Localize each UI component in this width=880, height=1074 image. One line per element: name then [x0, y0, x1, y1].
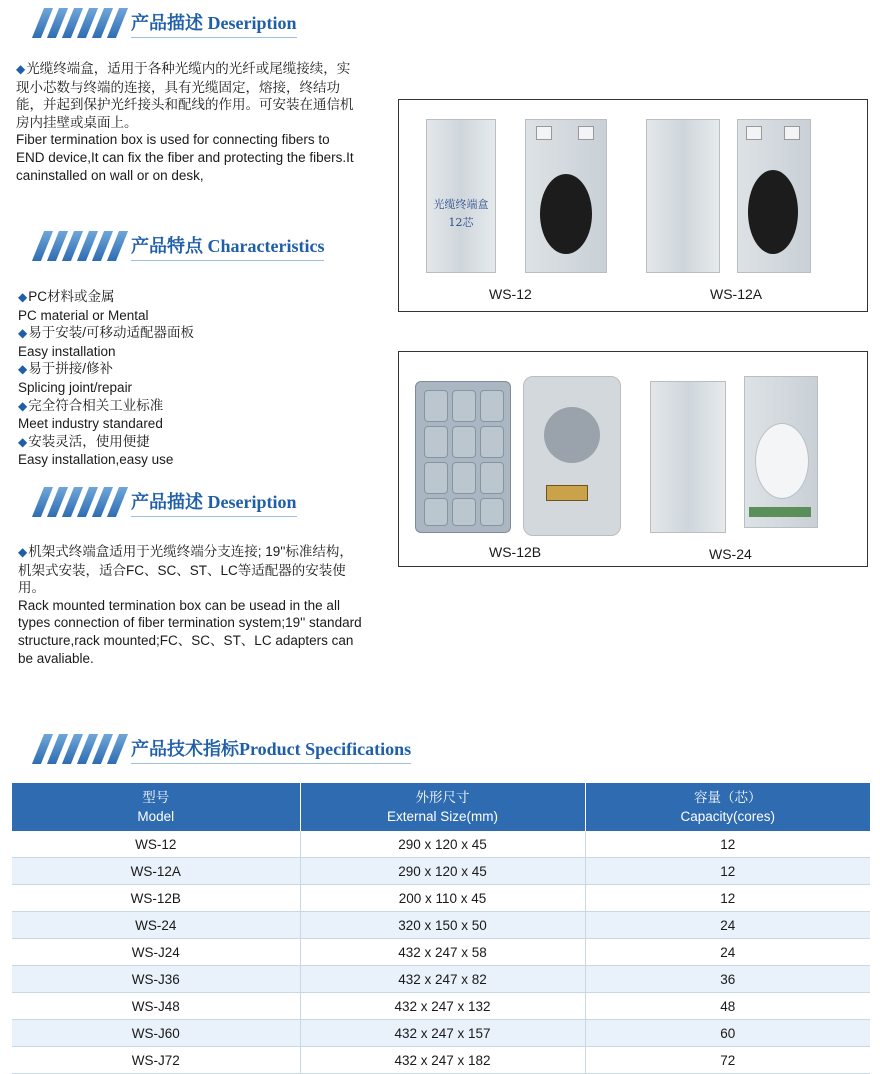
- section-header-description-2: [28, 485, 297, 519]
- table-row: WS-12A 290 x 120 x 45 12: [12, 858, 870, 885]
- characteristic-en: PC material or Mental: [18, 307, 149, 323]
- ws12-lid-image: [426, 119, 496, 273]
- description-1: [16, 60, 361, 184]
- stripes-decoration: [28, 231, 123, 261]
- section-title: 产品描述 Deseription: [131, 488, 297, 517]
- caption-ws24: WS-24: [709, 546, 752, 562]
- section-header-description-1: [28, 6, 297, 40]
- section-title: 产品技术指标Product Specifications: [131, 735, 411, 764]
- diamond-bullet-icon: ◆: [18, 545, 28, 559]
- table-row: WS-24 320 x 150 x 50 24: [12, 912, 870, 939]
- description-2: [18, 543, 363, 667]
- diamond-bullet-icon: ◆: [18, 362, 28, 377]
- diamond-bullet-icon: ◆: [18, 290, 28, 304]
- stripes-decoration: [28, 487, 123, 517]
- description-1-en: Fiber termination box is used for connecting fibers to END device,It can fix the fiber and protecting the fibers.It caninstalled on wall or on desk,: [16, 132, 354, 183]
- lid-label-line1: 光缆终端盒: [433, 198, 489, 211]
- table-row: WS-J72 432 x 247 x 182 72: [12, 1047, 870, 1074]
- caption-ws12a: WS-12A: [710, 286, 763, 302]
- ws12a-lid-image: [646, 119, 720, 273]
- ws12a-open-image: [737, 119, 811, 273]
- specifications-table: [12, 783, 870, 1074]
- diamond-bullet-icon: ◆: [18, 326, 28, 341]
- table-header-row: [12, 783, 870, 831]
- characteristic-zh: ◆易于拼接/修补: [18, 361, 113, 377]
- header-model: 型号 Model: [12, 783, 300, 831]
- section-title: 产品描述 Deseription: [131, 9, 297, 38]
- table-row: WS-J24 432 x 247 x 58 24: [12, 939, 870, 966]
- section-header-characteristics: [28, 229, 324, 263]
- characteristics-list: [18, 288, 358, 469]
- characteristic-zh: ◆安装灵活，使用便捷: [18, 433, 150, 449]
- ws24-lid-image: [650, 381, 726, 533]
- table-row: WS-J60 432 x 247 x 157 60: [12, 1020, 870, 1047]
- header-capacity: 容量（芯） Capacity(cores): [585, 783, 870, 831]
- table-row: WS-J36 432 x 247 x 82 36: [12, 966, 870, 993]
- table-row: WS-12B 200 x 110 x 45 12: [12, 885, 870, 912]
- characteristic-en: Easy installation,easy use: [18, 452, 174, 468]
- characteristic-zh: ◆完全符合相关工业标准: [18, 397, 164, 413]
- ws24-open-image: [744, 376, 818, 528]
- photo-frame-ws12b-ws24: [398, 351, 868, 567]
- characteristic-zh: ◆PC材料或金属: [18, 289, 115, 304]
- ws12b-lid-image: [415, 381, 511, 533]
- description-1-zh: ◆光缆终端盒，适用于各种光缆内的光纤或尾缆接续，实现小芯数与终端的连接，具有光缆固定，熔接，终结功能，并起到保护光纤接头和配线的作用。可安装在通信机房内挂壁或桌面上。: [16, 61, 354, 130]
- section-title: 产品特点 Characteristics: [131, 232, 324, 261]
- table-row: WS-12 290 x 120 x 45 12: [12, 831, 870, 858]
- stripes-decoration: [28, 8, 123, 38]
- lid-label-line2: 12芯: [448, 216, 474, 229]
- caption-ws12: WS-12: [489, 286, 532, 302]
- characteristic-en: Easy installation: [18, 343, 116, 359]
- photo-frame-ws12: [398, 99, 868, 312]
- characteristic-en: Meet industry standared: [18, 416, 163, 432]
- section-header-specifications: [28, 732, 411, 766]
- stripes-decoration: [28, 734, 123, 764]
- ws12b-open-image: [523, 376, 621, 536]
- table-row: WS-J48 432 x 247 x 132 48: [12, 993, 870, 1020]
- description-2-zh: ◆机架式终端盒适用于光缆终端分支连接; 19''标准结构，机架式安装，适合FC、SC、ST、LC等适配器的安装使用。: [18, 544, 353, 596]
- header-size: 外形尺寸 External Size(mm): [300, 783, 585, 831]
- diamond-bullet-icon: ◆: [18, 434, 28, 449]
- description-2-en: Rack mounted termination box can be usead in the all types connection of fiber termination system;19'' standard structure,rack mounted;FC、SC、ST、LC adapters can be avaliable.: [18, 597, 362, 666]
- characteristic-en: Splicing joint/repair: [18, 379, 133, 395]
- caption-ws12b: WS-12B: [489, 544, 542, 560]
- diamond-bullet-icon: ◆: [16, 62, 26, 76]
- characteristic-zh: ◆易于安装/可移动适配器面板: [18, 325, 194, 341]
- diamond-bullet-icon: ◆: [18, 398, 28, 413]
- ws12-open-image: [525, 119, 607, 273]
